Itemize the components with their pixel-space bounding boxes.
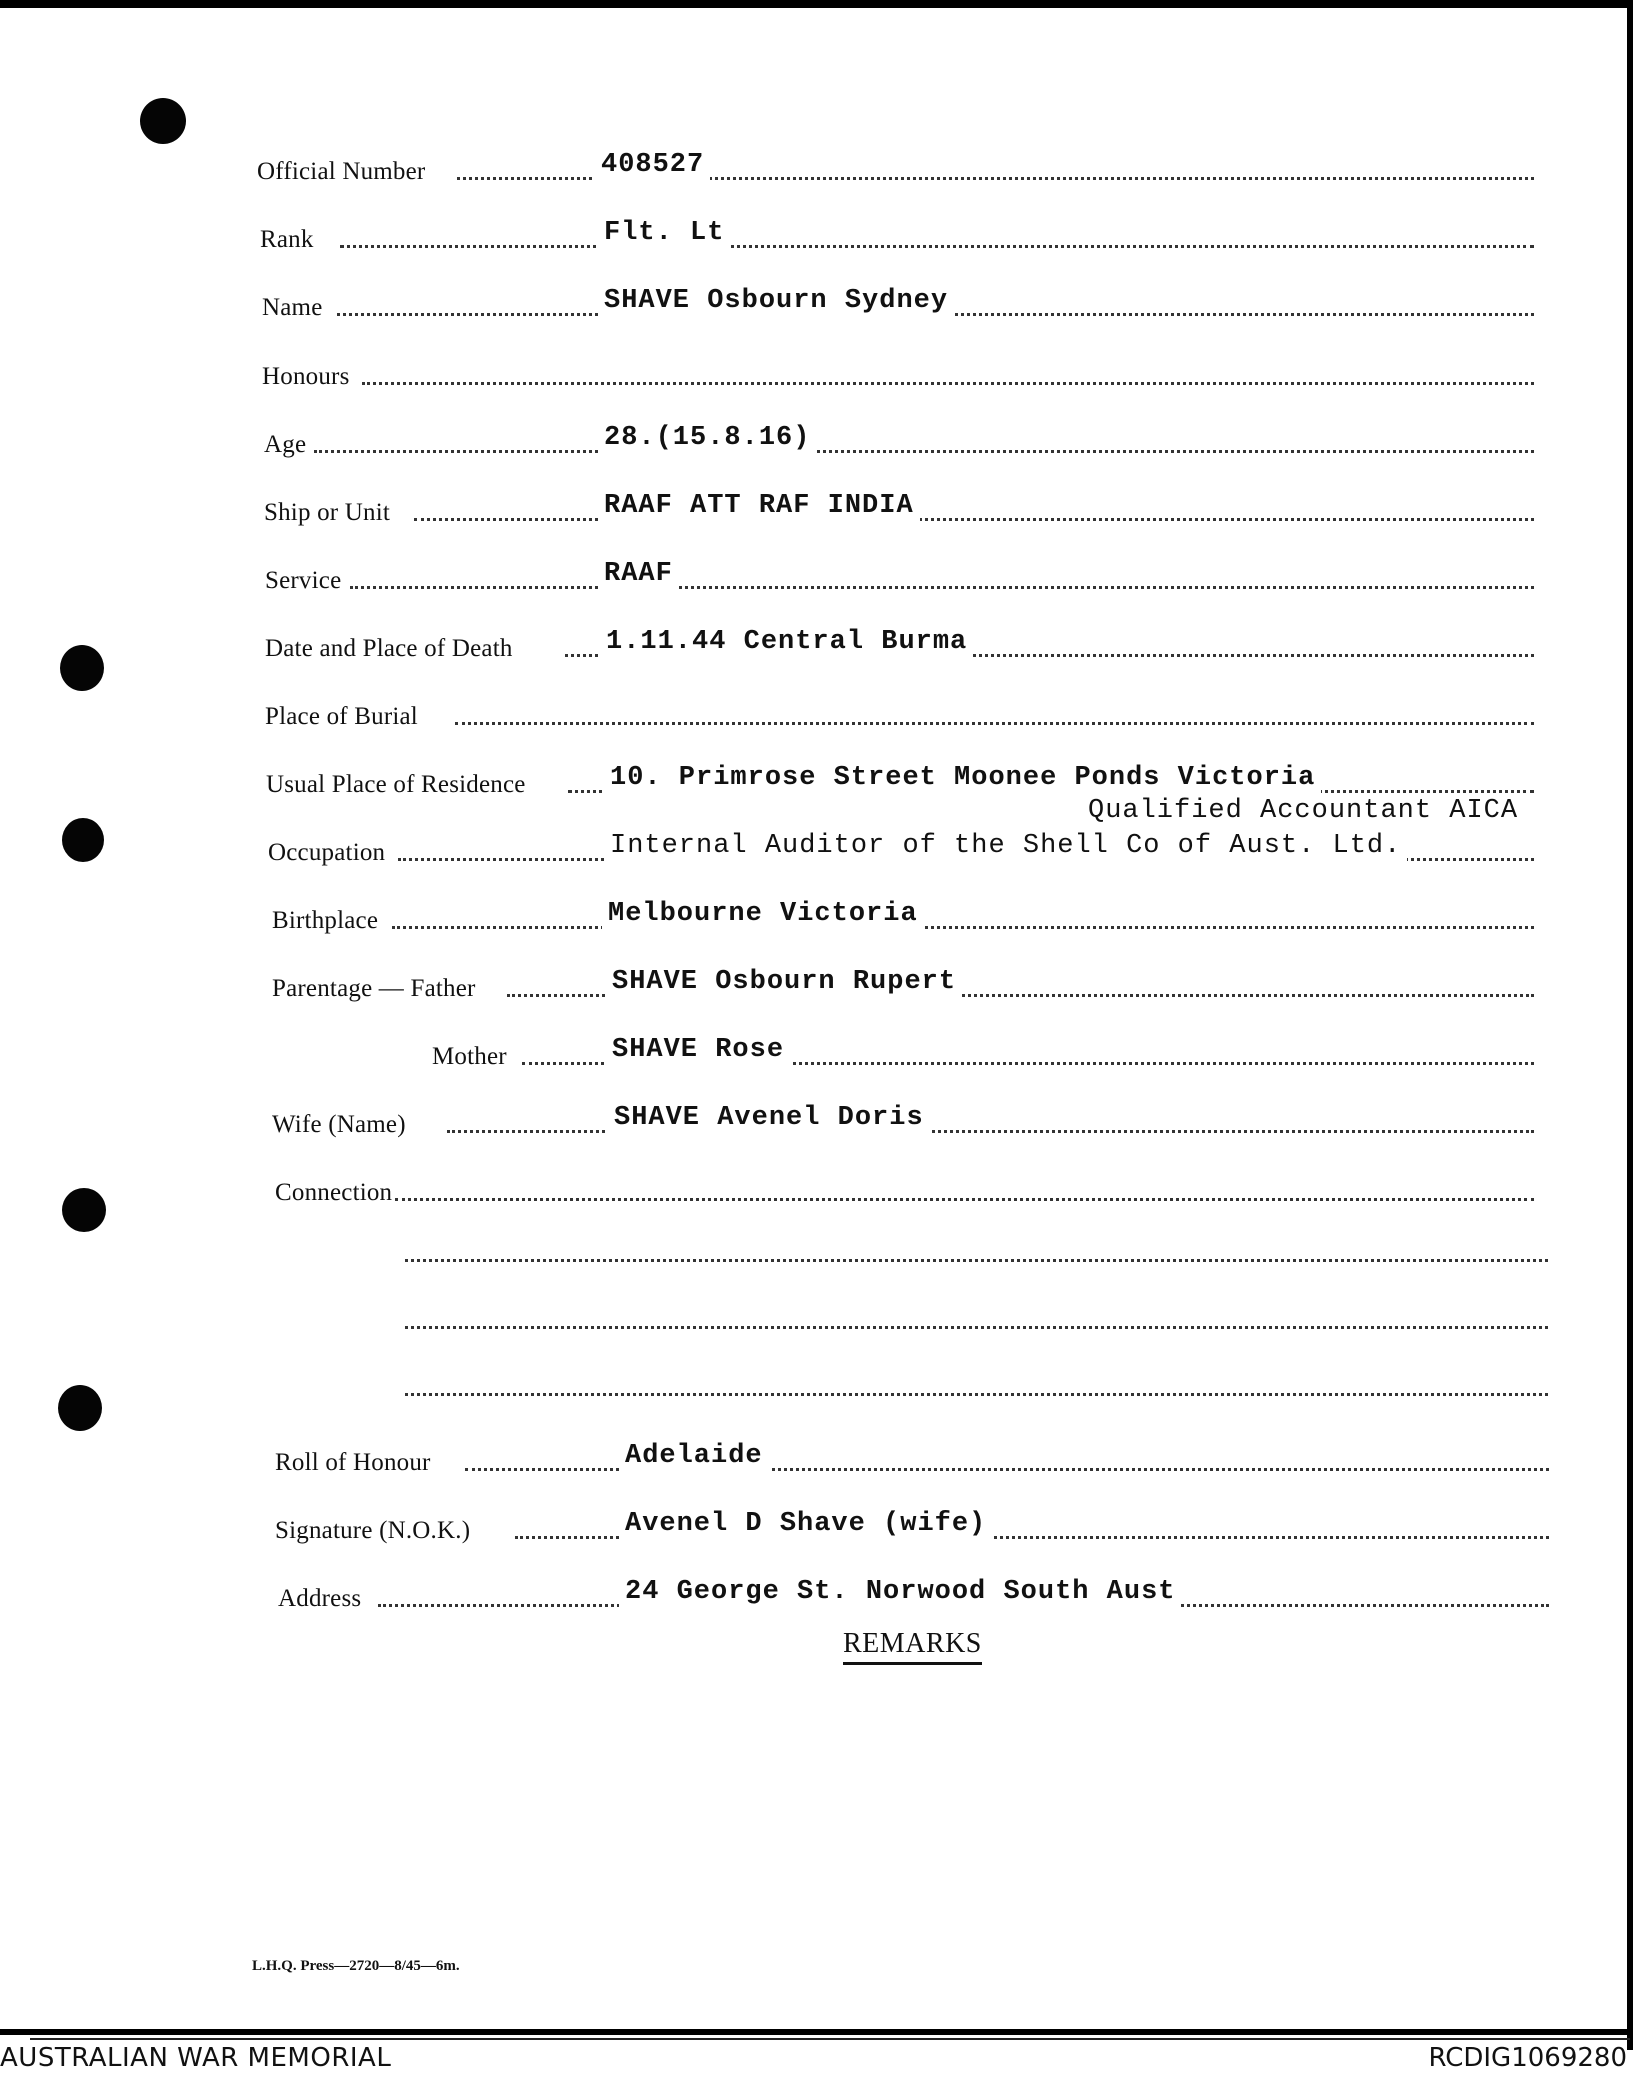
remarks-heading: REMARKS — [843, 1628, 982, 1665]
value-mother: SHAVE Rose — [606, 1035, 790, 1065]
label-rank: Rank — [260, 226, 314, 253]
label-service: Service — [265, 567, 342, 594]
value-age: 28.(15.8.16) — [598, 423, 816, 453]
field-wife — [272, 1083, 1534, 1143]
scan-edge-top — [0, 0, 1633, 8]
field-place-of-burial — [265, 675, 1534, 735]
label-occupation: Occupation — [268, 839, 386, 866]
value-service: RAAF — [598, 559, 679, 589]
scan-edge-bottom-line — [30, 2038, 1630, 2040]
value-rank: Flt. Lt — [598, 218, 730, 248]
field-father — [272, 947, 1534, 1007]
field-signature — [275, 1489, 1549, 1549]
punch-hole — [140, 98, 186, 144]
label-connection: Connection — [275, 1179, 393, 1206]
label-wife: Wife (Name) — [272, 1111, 406, 1138]
value-father: SHAVE Osbourn Rupert — [606, 967, 962, 997]
label-ship-or-unit: Ship or Unit — [264, 499, 391, 526]
punch-hole — [62, 818, 104, 862]
field-date-place-of-death — [265, 607, 1534, 667]
connection-line — [405, 1326, 1548, 1329]
connection-line — [405, 1259, 1548, 1262]
label-date-place-of-death: Date and Place of Death — [265, 635, 513, 662]
field-usual-residence — [266, 743, 1534, 803]
punch-hole — [60, 645, 104, 691]
field-mother — [272, 1015, 1534, 1075]
value-wife: SHAVE Avenel Doris — [608, 1103, 930, 1133]
scan-edge-bottom — [0, 2029, 1633, 2035]
value-date-place-of-death: 1.11.44 Central Burma — [600, 627, 973, 657]
value-name: SHAVE Osbourn Sydney — [598, 286, 954, 316]
label-name: Name — [262, 294, 323, 321]
label-usual-residence: Usual Place of Residence — [266, 771, 526, 798]
field-name — [262, 266, 1534, 326]
field-ship-or-unit — [264, 471, 1534, 531]
label-father: Parentage — Father — [272, 975, 476, 1002]
label-signature: Signature (N.O.K.) — [275, 1517, 471, 1544]
footer-institution: AUSTRALIAN WAR MEMORIAL — [0, 2043, 392, 2073]
connection-line — [405, 1393, 1548, 1396]
label-roll-of-honour: Roll of Honour — [275, 1449, 431, 1476]
field-honours — [262, 335, 1534, 395]
value-ship-or-unit: RAAF ATT RAF INDIA — [598, 491, 920, 521]
field-age — [264, 403, 1534, 463]
press-mark: L.H.Q. Press—2720—8/45—6m. — [252, 1958, 460, 1974]
label-birthplace: Birthplace — [272, 907, 379, 934]
label-age: Age — [264, 431, 307, 458]
label-place-of-burial: Place of Burial — [265, 703, 418, 730]
field-roll-of-honour — [275, 1421, 1549, 1481]
occupation-addendum: Qualified Accountant AICA — [1088, 796, 1519, 826]
label-address: Address — [278, 1585, 362, 1612]
field-official-number — [257, 130, 1534, 190]
punch-hole — [58, 1385, 102, 1431]
scan-edge-right — [1627, 0, 1633, 2050]
field-service — [265, 539, 1534, 599]
value-official-number: 408527 — [595, 150, 710, 180]
value-occupation: Internal Auditor of the Shell Co of Aust. Ltd. — [604, 831, 1407, 861]
value-signature: Avenel D Shave (wife) — [619, 1509, 992, 1539]
footer-record-id: RCDIG1069280 — [1428, 2043, 1627, 2073]
label-honours: Honours — [262, 363, 350, 390]
value-address: 24 George St. Norwood South Aust — [619, 1577, 1181, 1607]
field-birthplace — [272, 879, 1534, 939]
value-roll-of-honour: Adelaide — [619, 1441, 769, 1471]
value-birthplace: Melbourne Victoria — [602, 899, 924, 929]
punch-hole — [62, 1188, 106, 1232]
field-rank — [260, 198, 1534, 258]
value-usual-residence: 10. Primrose Street Moonee Ponds Victoria — [604, 763, 1321, 793]
label-mother: Mother — [432, 1043, 507, 1070]
label-official-number: Official Number — [257, 158, 426, 185]
field-connection — [275, 1151, 1534, 1211]
field-address — [278, 1557, 1549, 1617]
